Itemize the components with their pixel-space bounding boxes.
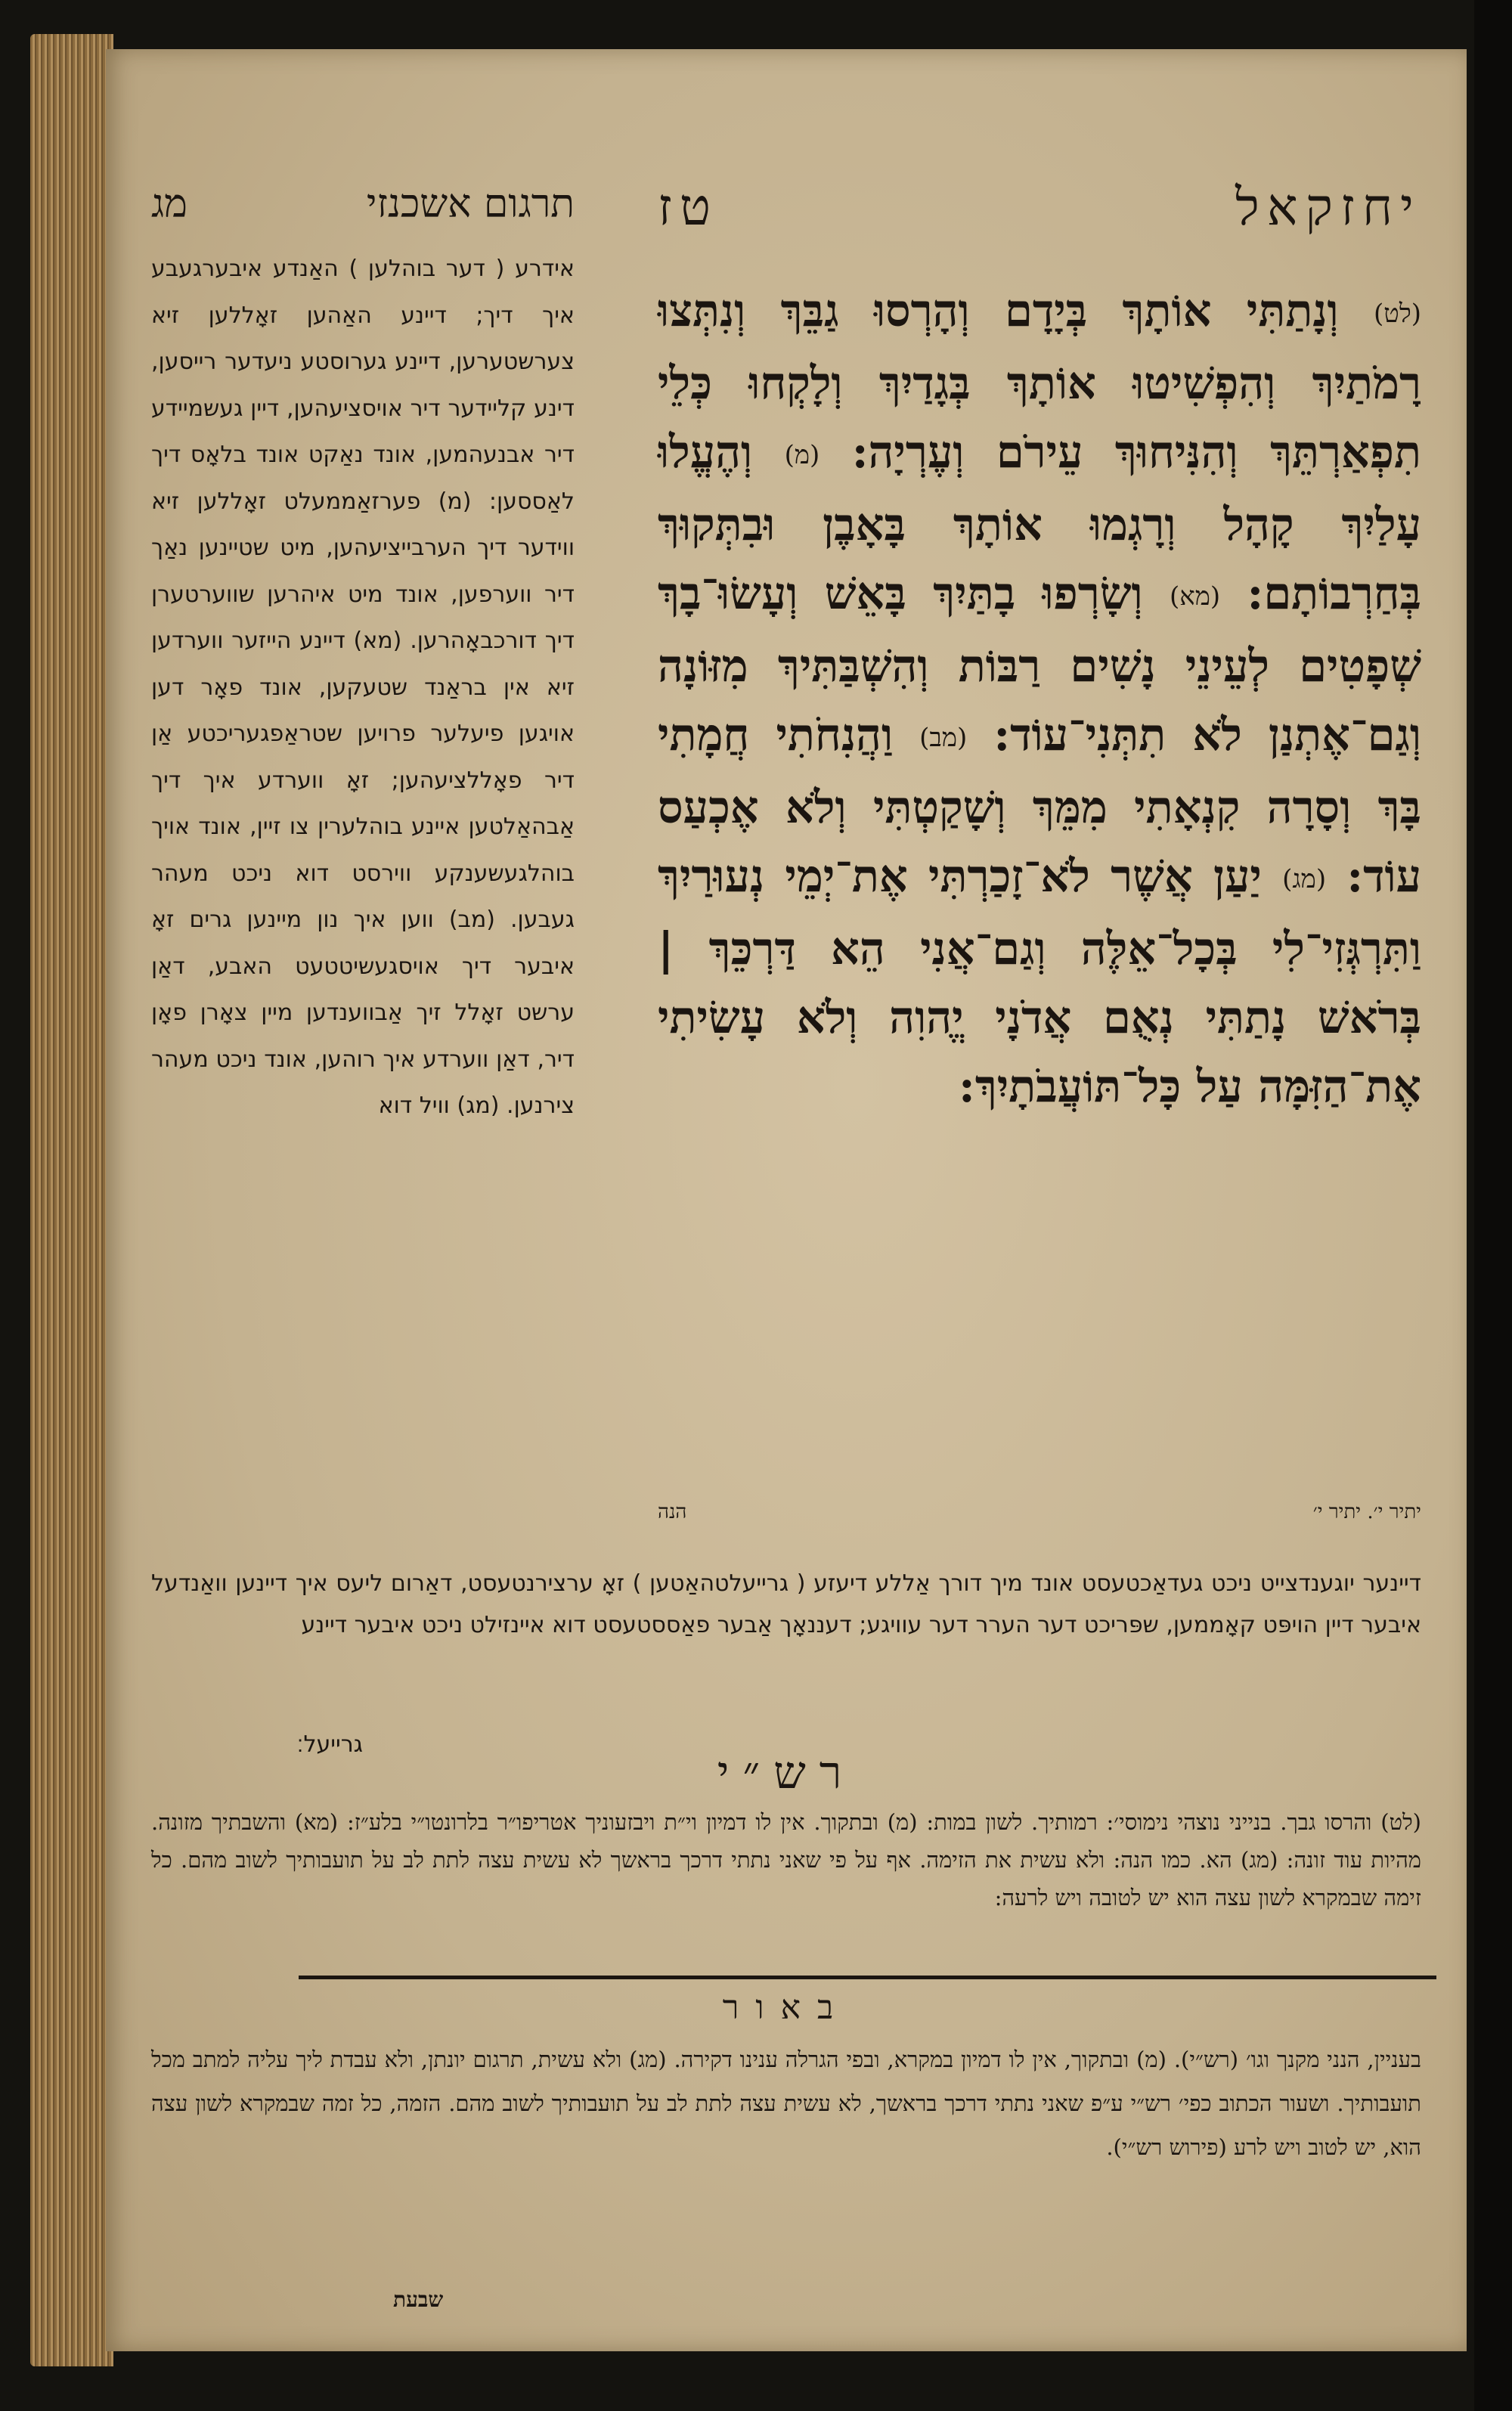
- verse-number: (מ): [784, 440, 820, 470]
- verse-text: וַהֲנִחֹתִי חֲמָתִי בָּךְ וְסָרָה קִנְאָתִי מִמֵּךְ וְשָׁקַטְתִּי וְלֹא אֶכְעַס עוֹד:: [658, 708, 1421, 902]
- section-divider: [299, 1976, 1436, 1979]
- targum-title: תרגום אשכנזי: [366, 181, 575, 227]
- targum-header: [151, 181, 575, 227]
- main-header: [658, 178, 1421, 237]
- biur-heading: באור: [722, 1988, 850, 2027]
- page-catchword: שבעת: [393, 2287, 444, 2312]
- verse-number: (מב): [919, 723, 968, 753]
- book-title: יחזקאל: [1235, 178, 1421, 237]
- page-number: מג: [151, 181, 187, 227]
- targum-continuation: דיינער יוגענדצייט ניכט געדאַכטעסט אונד מיך דורך אַללע דיעזע ( גרייעלטהאַטען ) זאָ ערצירנטעסט, דאַרום ליעס איך דיינען וואַנדעל איבער דיין הויפּט קאָממען, שפּריכט דער הערר דער עוויגע; דעננאָך אַבער פאַססטעסט דוא איינזילט ניכט איבער דיינע: [151, 1570, 1421, 1638]
- targum-last-word: גרייעל׃: [296, 1731, 363, 1758]
- main-footer: [658, 1501, 1421, 1523]
- chapter-number: טז: [658, 178, 719, 237]
- verse-number: (לט): [1374, 299, 1421, 329]
- verse-text: יַעַן אֲשֶׁר לֹא־זָכַרְתִּי אֶת־יְמֵי נְעוּרַיִךְ וַתִּרְגְּזִי־לִי בְּכָל־אֵלֶּה וְגַם־אֲנִי הֵא דַּרְכֵּךְ | בְּרֹאשׁ נָתַתִּי נְאֻם אֲדֹנָי יֱהוִה וְלֹא עָשִׂיתִי אֶת־הַזִּמָּה עַל כָּל־תּוֹעֲבֹתָיִךְ:: [658, 850, 1421, 1112]
- main-hebrew-text: [658, 276, 1421, 1120]
- verse-text: וְהֶעֱלוּ עָלַיִךְ קָהָל וְרָגְמוּ אוֹתָךְ בָּאָבֶן וּבִתְּקוּךְ בְּחַרְבוֹתָם:: [658, 426, 1421, 619]
- book-cover-edge: [1474, 0, 1512, 2411]
- masoretic-note: יתיר י׳. יתיר י׳: [1312, 1501, 1421, 1523]
- main-catchword: הנה: [658, 1501, 687, 1523]
- biur-commentary: בעניין, הנני מקנך וגו׳ (רש״י). (מ) ובתקוך, אין לו דמיון במקרא, ובפי הגרלה ענינו דקירה. (מג) ולא עשית, תרגום יונתן, ולא עבדת ליך עליה למתב מכל תועבותיך. ושעור הכתוב כפי׳ רש״י ע״פ שאני נתתי דרכך בראשך, לא עשית עצה לתת לב על תועבותיך לשוב מהם. הזמה, כל זמה שבמקרא לשון עצה הוא, יש לטוב ויש לרע (פירוש רש״י).: [151, 2047, 1421, 2160]
- verse-number: (מג): [1282, 864, 1327, 894]
- book-page: [106, 49, 1467, 2351]
- book-page-edges: [30, 34, 113, 2366]
- verse-number: (מא): [1170, 581, 1221, 612]
- rashi-heading: רש״י: [717, 1746, 856, 1799]
- verse-text: וְשָׂרְפוּ בָתַּיִךְ בָּאֵשׁ וְעָשׂוּ־בָךְ שְׁפָטִים לְעֵינֵי נָשִׁים רַבּוֹת וְהִשְׁבַּתִּיךְ מִזּוֹנָה וְגַם־אֶתְנַן לֹא תִתְּנִי־עוֹד:: [658, 567, 1421, 761]
- verse-text: וְנָתַתִּי אוֹתָךְ בְּיָדָם וְהָרְסוּ גַבֵּךְ וְנִתְּצוּ רָמֹתַיִךְ וְהִפְשִׁיטוּ אוֹתָךְ בְּגָדַיִךְ וְלָקְחוּ כְּלֵי תִפְאַרְתֵּךְ וְהִנִּיחוּךְ עֵירֹם וְעֶרְיָה:: [658, 284, 1421, 478]
- targum-column: אידרע ( דער בוהלען ) האַנדע איבערגעבע איך דיך; דיינע האַהען זאָללען זיא צערשטערען, דיינע גערוסטע ניעדער רייסען, דינע קליידער דיר אויסציעהען, דיין געשמיידע דיר אבנעהמען, אונד נאַקט אונד בלאָס דיך לאַססען: (מ) פערזאַממעלט זאָללען זיא ווידער דיך הערבייציעהען, מיט שטיינען נאַך דיר ווערפען, אונד מיט איהרען שווערטערן דיך דורכבאָהרען. (מא) דיינע הייזער ווערדען זיא אין בראַנד שטעקען, אונד פאָר דען אויגען פיעלער פרויען שטראַפגעריכטע אַן דיר פאָללציעהען; זאָ ווערדע איך דיך אַבהאַלטען איינע בוהלערין צו זיין, אונד אויך בוהלגעשענקע ווירסט דוא ניכט מעהר געבען. (מב) ווען איך נון מיינען גרים זאָ איבער דיך אויסגעשיטטעט האבע, דאַן ערשט זאָלל זיך אַבווענדען מיין צאָרן פאָן דיר, דאַן ווערדע איך רוהען, אונד ניכט מעהר צירנען. (מג) וויל דוא: [151, 256, 575, 1119]
- rashi-commentary: (לט) והרסו גבך. בנייני נוצהי נימוסי׳: רמותיך. לשון במות: (מ) ובתקוך. אין לו דמיון וי״ת ויבזעוניך אטריפו״ר בלרונטו״י בלע״ז: (מא) והשבתיך מזונה. מהיות עוד זונה: (מג) הא. כמו הנה: ולא עשית את הזימה. אף על פי שאני נתתי דרכך בראשך לא עשית עצה לתת לב על תועבותיך לשוב מהם. כל זימה שבמקרא לשון עצה הוא יש לטובה ויש לרעה:: [151, 1809, 1421, 1911]
